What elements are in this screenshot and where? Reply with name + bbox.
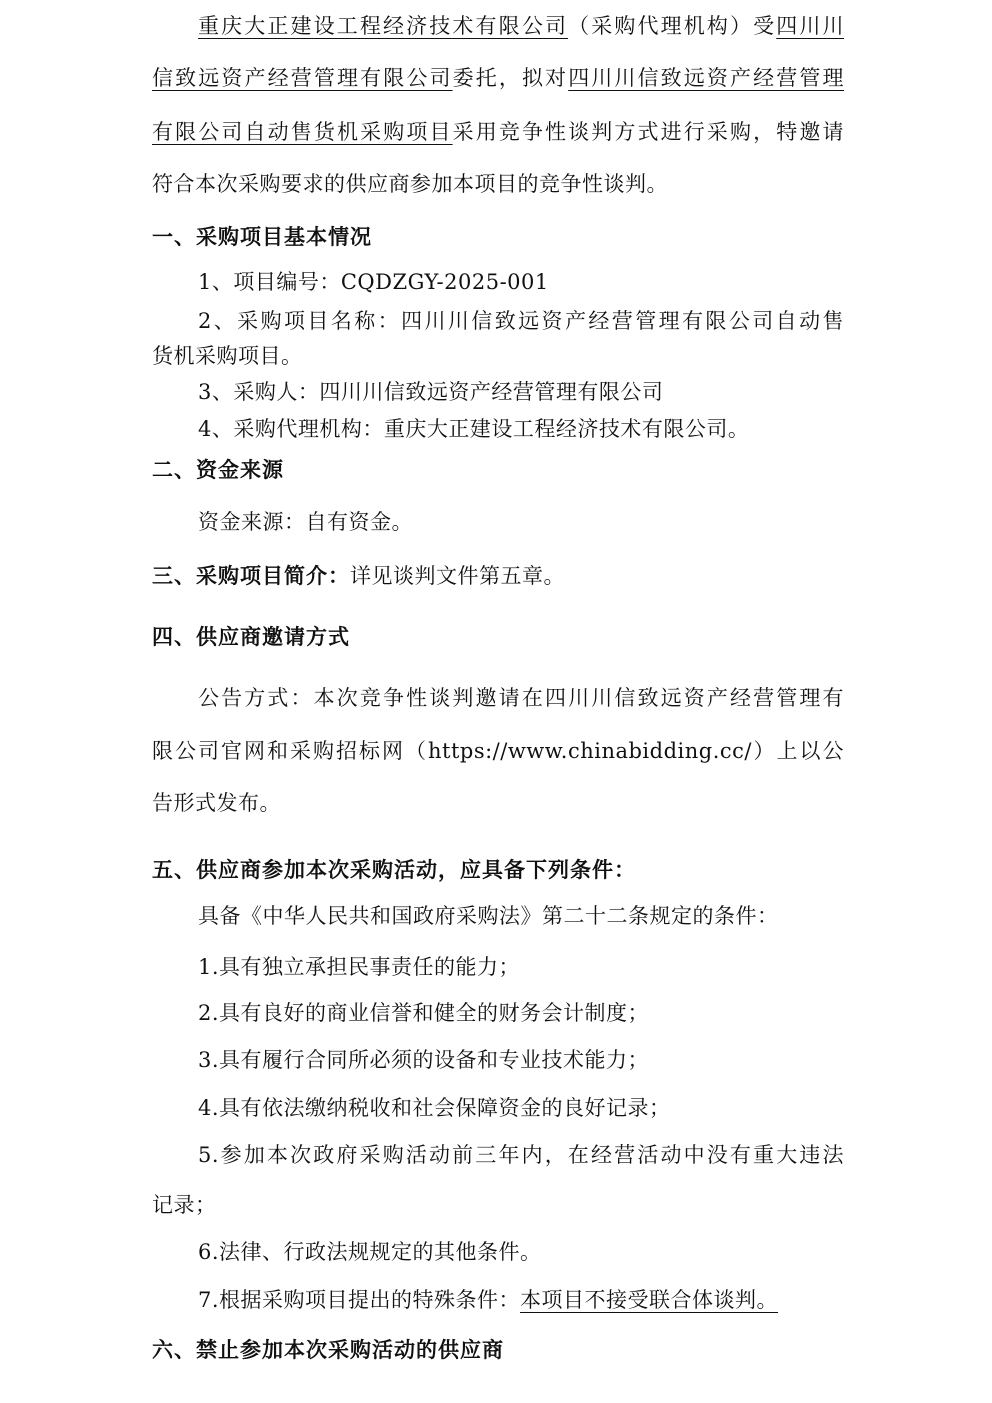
section-6-heading: 六、禁止参加本次采购活动的供应商 (152, 1338, 504, 1362)
condition-6: 6.法律、行政法规规定的其他条件。 (198, 1240, 542, 1264)
project-name-line-2: 货机采购项目。 (152, 344, 303, 368)
project-number: 1、项目编号：CQDZGY-2025-001 (198, 270, 549, 294)
condition-7 (198, 1286, 844, 1314)
condition-1: 1.具有独立承担民事责任的能力； (198, 955, 521, 979)
intro-line-1 (198, 12, 844, 40)
purchaser-name-part1: 四川川 (776, 14, 845, 38)
purchaser-name-part2: 信致远资产经营管理有限公司 (152, 66, 453, 90)
conditions-intro: 具备《中华人民共和国政府采购法》第二十二条规定的条件： (198, 904, 779, 928)
condition-3: 3.具有履行合同所必须的设备和专业技术能力； (198, 1048, 650, 1072)
announce-line-3: 告形式发布。 (152, 791, 281, 815)
intro-line-2 (152, 64, 844, 92)
section-5-heading: 五、供应商参加本次采购活动，应具备下列条件： (152, 858, 636, 882)
section-1-heading: 一、采购项目基本情况 (152, 225, 372, 249)
section-3-body: 详见谈判文件第五章。 (350, 564, 565, 588)
entrust-text: 委托，拟对 (452, 66, 569, 90)
agency-name: 重庆大正建设工程经济技术有限公司 (198, 14, 569, 38)
announce-line-2: 限公司官网和采购招标网（https://www.chinabidding.cc/）上以公 (152, 739, 844, 763)
section-4-heading: 四、供应商邀请方式 (152, 625, 350, 649)
agency-role: （采购代理机构）受 (568, 14, 777, 38)
project-name-part2: 有限公司自动售货机采购项目 (152, 120, 453, 144)
condition-7-special: 本项目不接受联合体谈判。 (520, 1288, 779, 1312)
intro-line-4: 符合本次采购要求的供应商参加本项目的竞争性谈判。 (152, 172, 668, 196)
section-3-heading: 三、采购项目简介： (152, 564, 350, 588)
section-3-line (152, 562, 844, 590)
section-2-heading: 二、资金来源 (152, 458, 284, 482)
condition-5-line-1: 5.参加本次政府采购活动前三年内，在经营活动中没有重大违法 (198, 1143, 844, 1167)
purchaser: 3、采购人：四川川信致远资产经营管理有限公司 (198, 380, 664, 404)
method-text: 采用竞争性谈判方式进行采购，特邀请 (452, 120, 845, 144)
condition-4: 4.具有依法缴纳税收和社会保障资金的良好记录； (198, 1096, 671, 1120)
condition-2: 2.具有良好的商业信誉和健全的财务会计制度； (198, 1001, 650, 1025)
announce-line-1: 公告方式：本次竞争性谈判邀请在四川川信致远资产经营管理有 (198, 686, 844, 710)
condition-5-line-2: 记录； (152, 1193, 217, 1217)
intro-line-3 (152, 118, 844, 146)
condition-7-prefix: 7.根据采购项目提出的特殊条件： (198, 1288, 521, 1312)
project-name-part1: 四川川信致远资产经营管理 (568, 66, 845, 90)
agency: 4、采购代理机构：重庆大正建设工程经济技术有限公司。 (198, 417, 750, 441)
fund-source: 资金来源：自有资金。 (198, 510, 413, 534)
project-name-line-1: 2、采购项目名称：四川川信致远资产经营管理有限公司自动售 (198, 309, 844, 333)
